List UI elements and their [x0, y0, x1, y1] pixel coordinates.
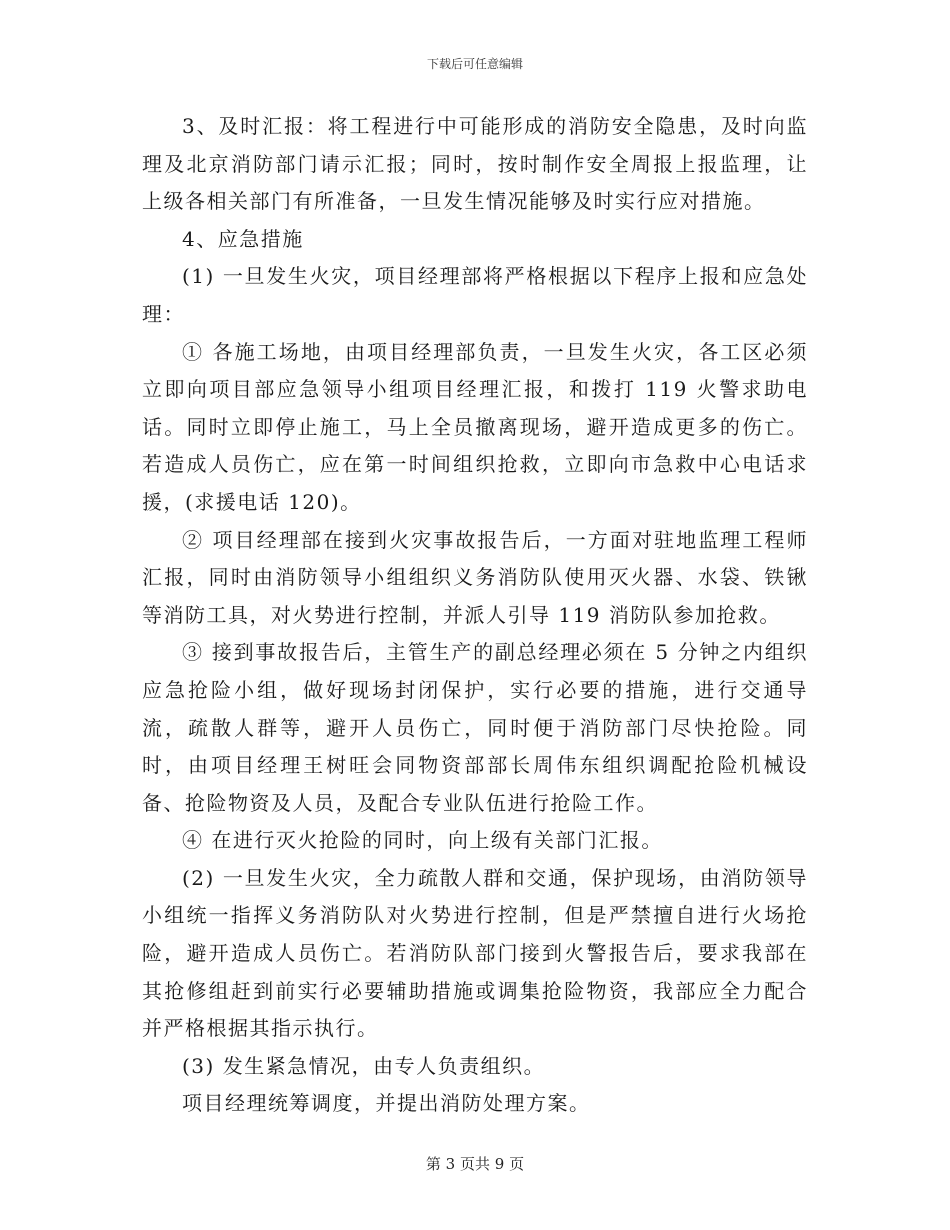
paragraph-emergency-heading: 4、应急措施 — [182, 226, 304, 251]
paragraph-step-1-item-2: ② 项目经理部在接到火灾事故报告后，一方面对驻地监理工程师汇报，同时由消防领导小组组织义务消防队使用灭火器、水袋、铁锹等消防工具，对火势进行控制，并派人引导 119 消防队参加抢救。 — [142, 527, 808, 627]
document-body — [142, 108, 808, 1123]
paragraph-step-2: (2) 一旦发生火灾，全力疏散人群和交通，保护现场，由消防领导小组统一指挥义务消防队对火势进行控制，但是严禁擅自进行火场抢险，避开造成人员伤亡。若消防队部门接到火警报告后，要求我部在其抢修组赶到前实行必要辅助措施或调集抢险物资，我部应全力配合并严格根据其指示执行。 — [142, 865, 808, 1041]
paragraph-step-1-item-1: ① 各施工场地，由项目经理部负责，一旦发生火灾，各工区必须立即向项目部应急领导小组项目经理汇报，和拨打 119 火警求助电话。同时立即停止施工，马上全员撤离现场，避开造成更多的伤亡。若造成人员伤亡，应在第一时间组织抢救，立即向市急救中心电话求援，(求援电话 120)。 — [142, 339, 808, 514]
paragraph-step-3: (3) 发生紧急情况，由专人负责组织。 — [182, 1053, 546, 1078]
paragraph-closing: 项目经理统筹调度，并提出消防处理方案。 — [182, 1091, 591, 1116]
paragraph-step-1-item-4: ④ 在进行灭火抢险的同时，向上级有关部门汇报。 — [182, 828, 663, 853]
page-footer: 第 3 页共 9 页 — [425, 1155, 525, 1173]
paragraph-step-1: (1) 一旦发生火灾，项目经理部将严格根据以下程序上报和应急处理： — [142, 264, 808, 326]
page-header: 下载后可任意编辑 — [426, 57, 523, 71]
paragraph-reporting: 3、及时汇报：将工程进行中可能形成的消防安全隐患，及时向监理及北京消防部门请示汇报；同时，按时制作安全周报上报监理，让上级各相关部门有所准备，一旦发生情况能够及时实行应对措施。 — [142, 114, 808, 214]
paragraph-step-1-item-3: ③ 接到事故报告后，主管生产的副总经理必须在 5 分钟之内组织应急抢险小组，做好现场封闭保护，实行必要的措施，进行交通导流，疏散人群等，避开人员伤亡，同时便于消防部门尽快抢险。同时，由项目经理王树旺会同物资部部长周伟东组织调配抢险机械设备、抢险物资及人员，及配合专业队伍进行抢险工作。 — [142, 640, 808, 815]
